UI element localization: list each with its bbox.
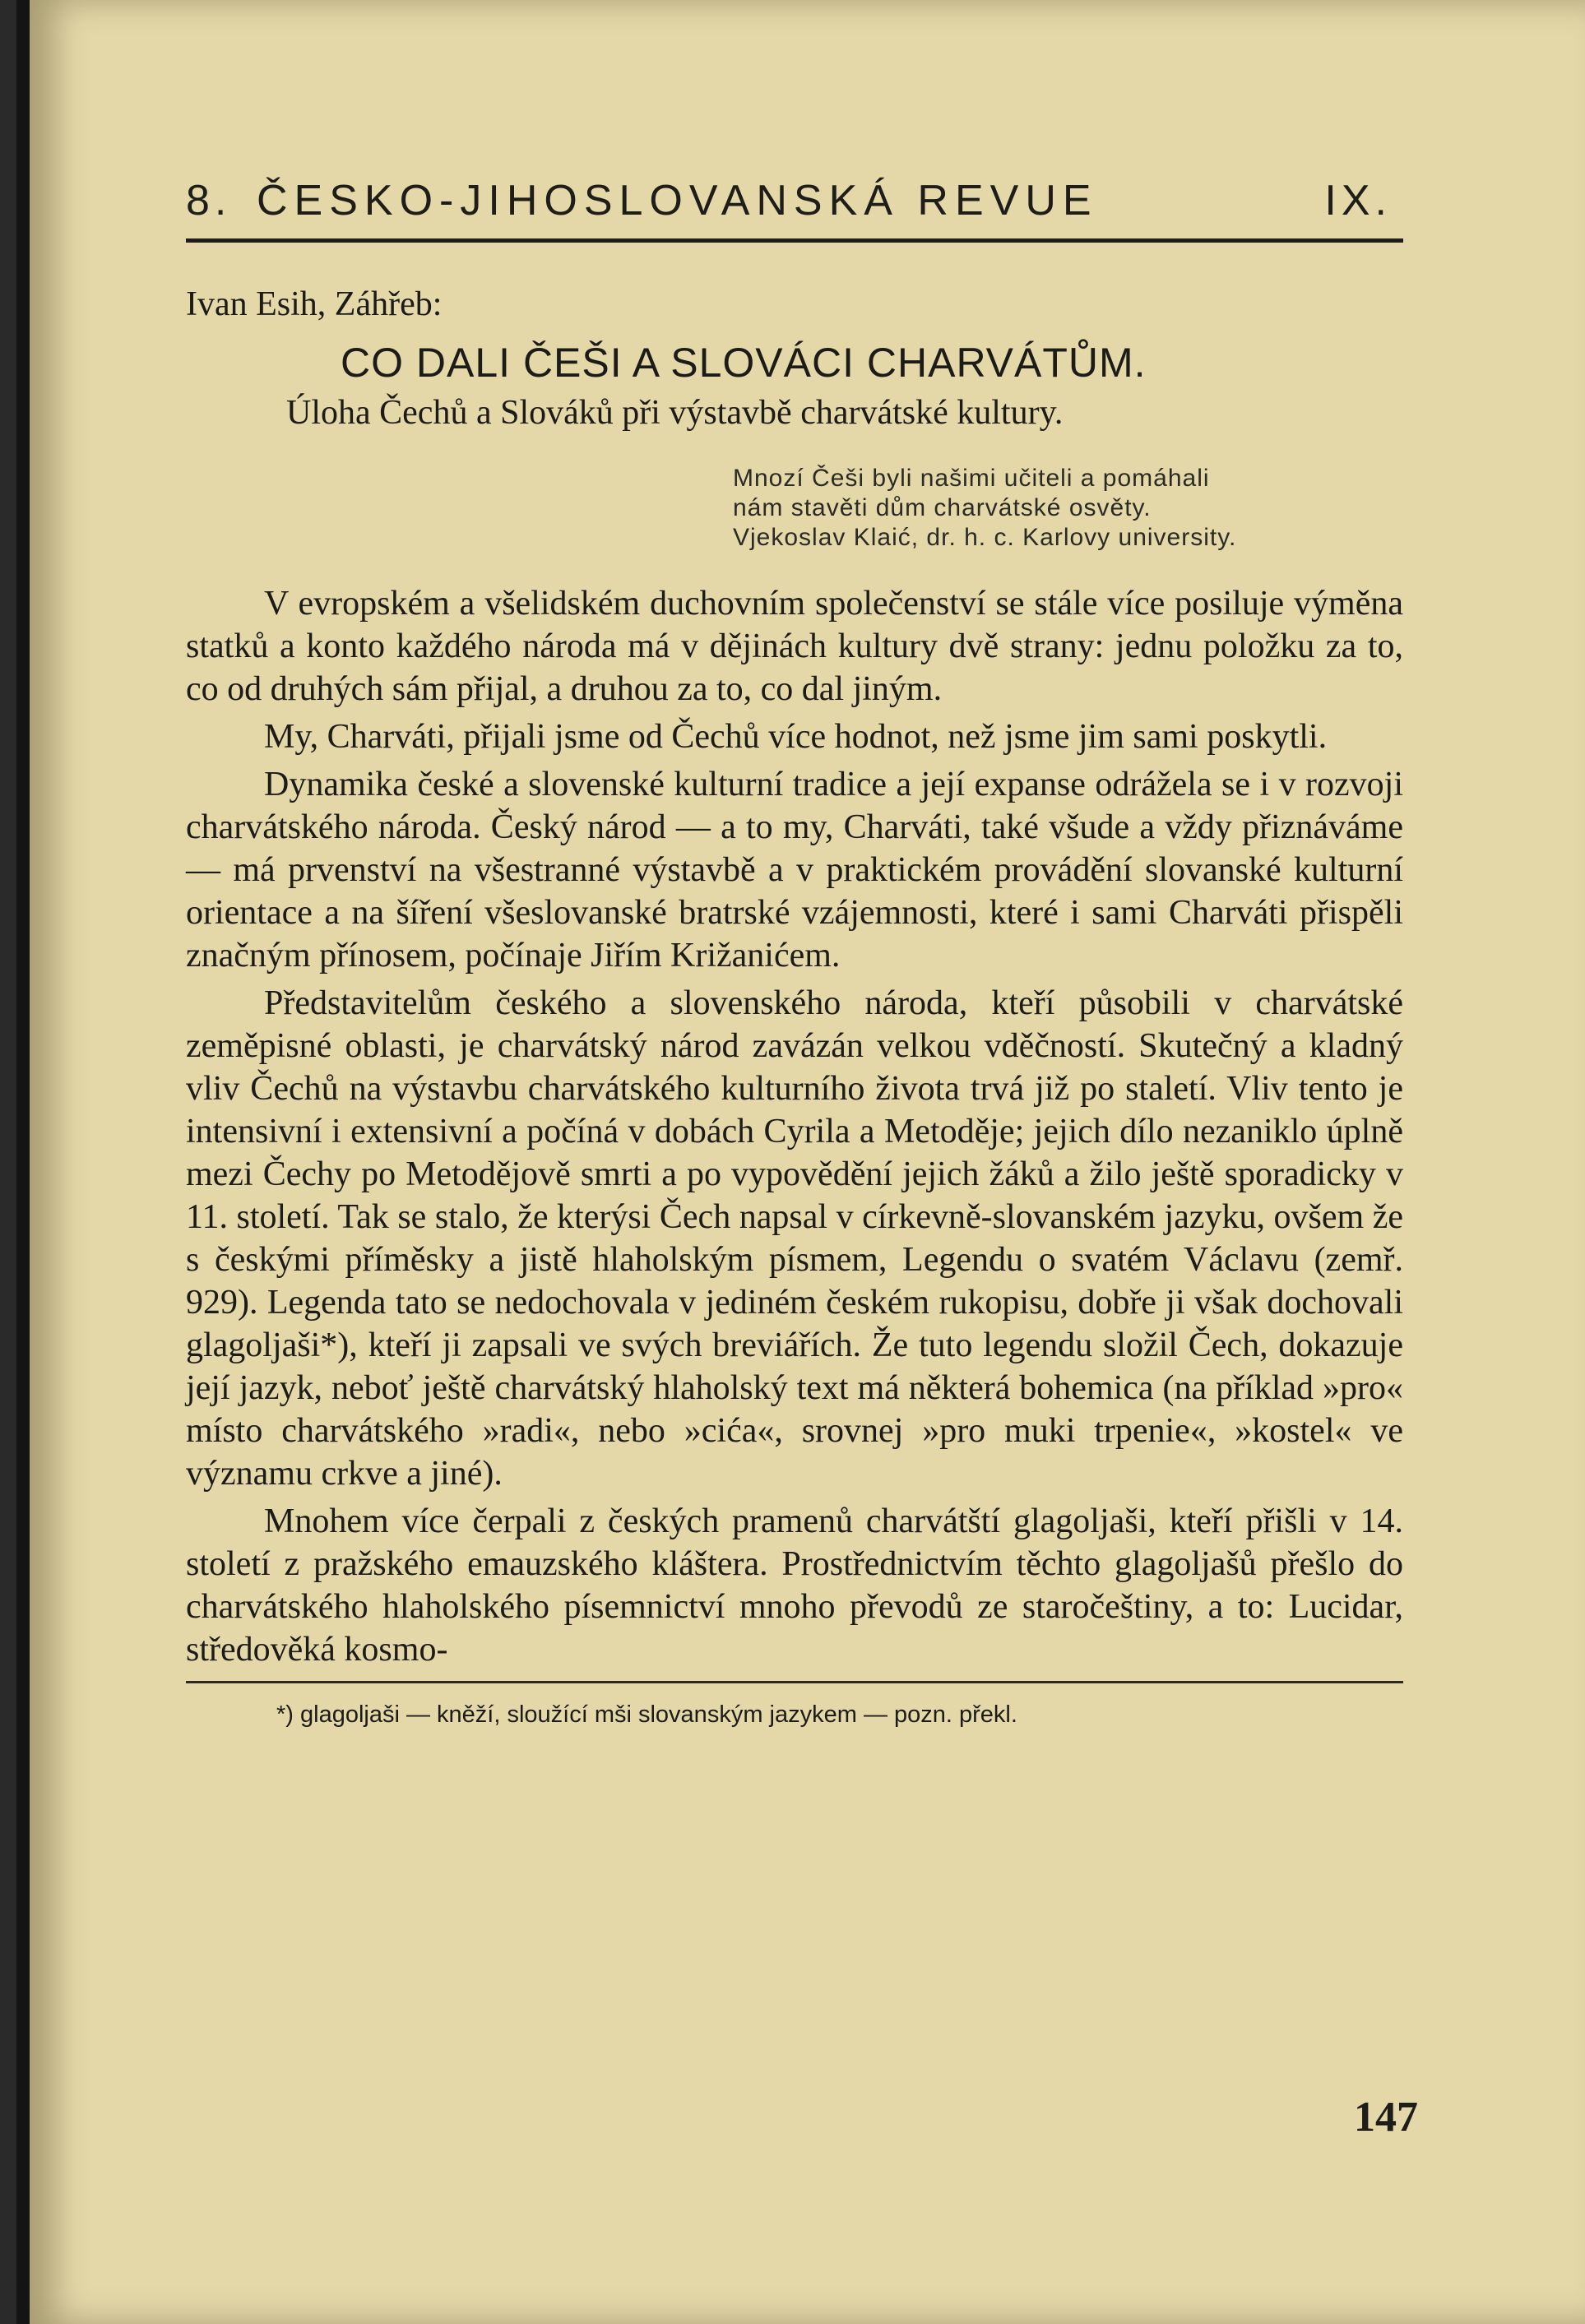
footnote: *) glagoljaši — kněží, sloužící mši slovanským jazykem — pozn. překl. [276, 1701, 1017, 1728]
paragraph: Představitelům českého a slovenského národa, kteří působili v charvátské zeměpisné oblasti, je charvátský národ zavázán velkou vděčností. Skutečný a kladný vliv Čechů na výstavbu charvátského kulturního života trvá již po staletí. Vliv tento je intensivní i extensivní a počíná v dobách Cyrila a Metoděje; jejich dílo nezaniklo úplně mezi Čechy po Metodějově smrti a po vypovědění jejich žáků a žilo ještě sporadicky v 11. století. Tak se stalo, že kterýsi Čech napsal v církevně-slovanském jazyku, ovšem že s českými příměsky a jistě hlaholským písmem, Legendu o svatém Václavu (zemř. 929). Legenda tato se nedochovala v jediném českém rukopisu, dobře ji však dochovali glagoljaši*), kteří ji zapsali ve svých breviářích. Že tuto legendu složil Čech, dokazuje její jazyk, neboť ještě charvátský hlaholský text má některá bohemica (na příklad »pro« místo charvátského »radi«, nebo »cića«, srovnej »pro muki trpenie«, »kostel« ve významu crkve a jiné). [186, 984, 1403, 1493]
footnote-rule [186, 1681, 1403, 1683]
issue-number: IX. [1324, 177, 1392, 225]
running-head-page-prefix: 8. [186, 177, 232, 225]
article-title: CO DALI ČEŠI A SLOVÁCI CHARVÁTŮM. [341, 340, 1147, 386]
paragraph: Mnohem více čerpali z českých pramenů charvátští glagoljaši, kteří přišli v 14. století z pražského emauzského kláštera. Prostřednictvím těchto glagoljašů přešlo do charvátského hlaholského písemnictví mnoho převodů ze staročeštiny, a to: Lucidar, středověká kosmo- [186, 1502, 1403, 1669]
article-author: Ivan Esih, Záhřeb: [186, 285, 443, 323]
motto-line: nám stavěti dům charvátské osvěty. [733, 494, 1152, 521]
page-content [186, 164, 1403, 1729]
running-head [186, 164, 1403, 230]
header-rule [186, 238, 1403, 243]
page-number: 147 [1354, 2094, 1418, 2141]
page-edge [0, 0, 16, 2324]
motto-line: Mnozí Češi byli našimi učiteli a pomáhali [733, 465, 1210, 492]
motto [733, 464, 1403, 553]
paragraph: V evropském a všelidském duchovním společenství se stále více posiluje výměna statků a konto každého národa má v dějinách kultury dvě strany: jednu položku za to, co od druhých sám přijal, a druhou za to, co dal jiným. [186, 585, 1403, 708]
book-page [30, 0, 1585, 2324]
article-subtitle: Úloha Čechů a Slováků při výstavbě charvátské kultury. [286, 394, 1064, 432]
paragraph: My, Charváti, přijali jsme od Čechů více hodnot, než jsme jim sami poskytli. [264, 718, 1328, 756]
article-body [186, 582, 1403, 1671]
journal-title: ČESKO-JIHOSLOVANSKÁ REVUE [257, 177, 1098, 225]
paragraph: Dynamika české a slovenské kulturní tradice a její expanse odrážela se i v rozvoji charvátského národa. Český národ — a to my, Charváti, také všude a vždy přiznáváme — má prvenství na všestranné výstavbě a v praktickém provádění slovanské kulturní orientace a na šíření všeslovanské bratrské vzájemnosti, které i sami Charváti přispěli značným přínosem, počínaje Jiřím Križanićem. [186, 766, 1403, 975]
motto-attribution: Vjekoslav Klaić, dr. h. c. Karlovy university. [733, 524, 1237, 551]
